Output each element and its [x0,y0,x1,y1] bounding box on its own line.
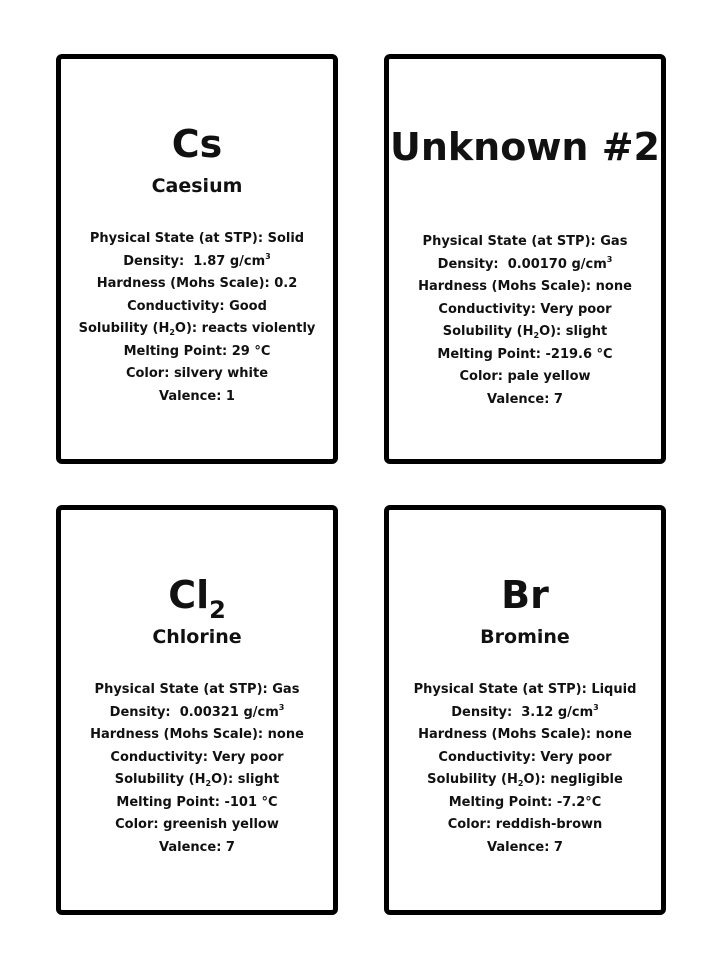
property-list [61,228,333,408]
property-list [61,679,333,859]
density-row: Density: 1.87 $g/cm^3$ [123,251,271,269]
hardness-row: Hardness (Mohs Scale): none [418,727,632,742]
conductivity-row: Conductivity: Very poor [438,749,612,765]
density-row: Density: 3.12 $g/cm^3$ [451,702,599,720]
element-symbol: Cs [171,122,223,166]
element-name: Bromine [480,626,570,648]
element-symbol: Br [501,573,549,617]
element-card-chlorine [56,505,338,915]
valence-row: Valence: 7 [487,839,563,855]
solubility-row: Solubility $(H_2O)$: reacts violently [78,321,316,337]
element-symbol: $Cl_2$ [168,573,226,624]
element-card-unknown-2 [384,54,666,464]
property-list [389,231,661,411]
element-name: Chlorine [152,626,242,648]
physical-state-row: Physical State (at STP): Liquid [413,682,637,697]
melting-point-row: Melting Point: -7.2°C [448,794,602,810]
property-list [389,679,661,859]
valence-row: Valence: 1 [159,388,235,404]
hardness-row: Hardness (Mohs Scale): none [90,727,304,742]
conductivity-row: Conductivity: Very poor [110,749,284,765]
color-row: Color: greenish yellow [115,817,279,832]
element-name: Caesium [151,175,243,197]
conductivity-row: Conductivity: Very poor [438,301,612,317]
color-row: Color: pale yellow [459,369,591,384]
valence-row: Valence: 7 [159,839,235,855]
element-card-bromine [384,505,666,915]
element-name [389,177,661,201]
element-card-caesium [56,54,338,464]
physical-state-row: Physical State (at STP): Gas [422,234,628,249]
melting-point-row: Melting Point: 29 °C [123,343,271,359]
density-row: Density: 0.00321 $g/cm^3$ [109,702,285,720]
conductivity-row: Conductivity: Good [127,298,267,314]
hardness-row: Hardness (Mohs Scale): none [418,279,632,294]
hardness-row: Hardness (Mohs Scale): 0.2 [96,276,298,291]
solubility-row: Solubility $(H_2O)$: slight [442,324,608,340]
solubility-row: Solubility $(H_2O)$: slight [114,772,280,788]
physical-state-row: Physical State (at STP): Gas [94,682,300,697]
color-row: Color: silvery white [125,366,269,381]
valence-row: Valence: 7 [487,391,563,407]
melting-point-row: Melting Point: -219.6 °C [437,346,613,362]
element-symbol: Unknown #2 [389,125,660,169]
physical-state-row: Physical State (at STP): Solid [89,231,305,246]
solubility-row: Solubility $(H_2O)$: negligible [427,772,623,788]
color-row: Color: reddish-brown [447,817,603,832]
melting-point-row: Melting Point: -101 °C [116,794,278,810]
density-row: Density: 0.00170 $g/cm^3$ [437,254,613,272]
